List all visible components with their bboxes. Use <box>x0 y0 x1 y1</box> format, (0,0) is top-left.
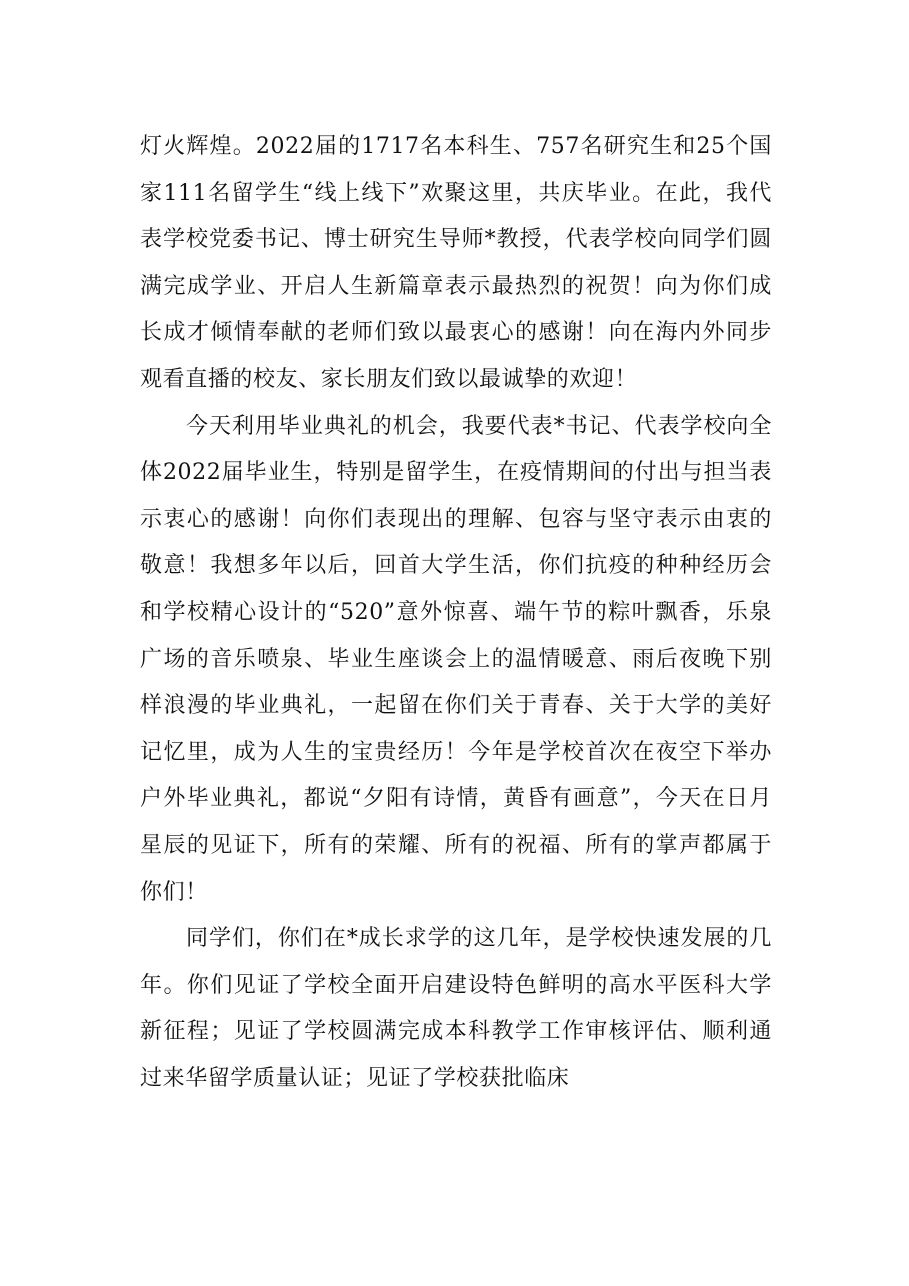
paragraph-3: 同学们，你们在*成长求学的这几年，是学校快速发展的几年。你们见证了学校全面开启建设特色鲜明的高水平医科大学新征程；见证了学校圆满完成本科教学工作审核评估、顺利通过来华留学质量认证；见证了学校获批临床 <box>140 926 772 1091</box>
paragraph-2: 今天利用毕业典礼的机会，我要代表*书记、代表学校向全体2022届毕业生，特别是留学生，在疫情期间的付出与担当表示衷心的感谢！向你们表现出的理解、包容与坚守表示由衷的敬意！我想多年以后，回首大学生活，你们抗疫的种种经历会和学校精心设计的“520”意外惊喜、端午节的粽叶飘香，乐泉广场的音乐喷泉、毕业生座谈会上的温情暖意、雨后夜晚下别样浪漫的毕业典礼，一起留在你们关于青春、关于大学的美好记忆里，成为人生的宝贵经历！今年是学校首次在夜空下举办户外毕业典礼，都说“夕阳有诗情，黄昏有画意”，今天在日月星辰的见证下，所有的荣耀、所有的祝福、所有的掌声都属于你们！ <box>140 413 772 905</box>
paragraph-1: 灯火辉煌。2022届的1717名本科生、757名研究生和25个国家111名留学生“线上线下”欢聚这里，共庆毕业。在此，我代表学校党委书记、博士研究生导师*教授，代表学校向同学们圆满完成学业、开启人生新篇章表示最热烈的祝贺！向为你们成长成才倾情奉献的老师们致以最衷心的感谢！向在海内外同步观看直播的校友、家长朋友们致以最诚挚的欢迎！ <box>140 134 772 392</box>
document-body <box>140 124 772 1102</box>
